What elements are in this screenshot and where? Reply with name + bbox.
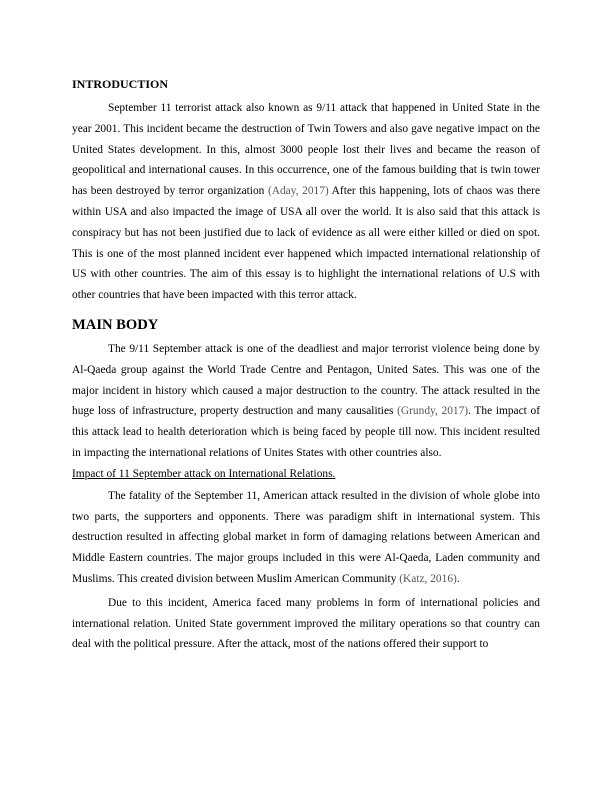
impact-text-part1: The fatality of the September 11, American attack resulted in the division of whole globe into two parts, the supporters and opponents. There was paradigm shift in international system. This destruction resulted in affecting global market in form of damaging relations between American and Middle Eastern countries. The major groups included in this were Al-Qaeda, Laden community and Muslims. This created division between Muslim American Community — [72, 489, 540, 585]
impact-text-part2: . — [456, 572, 460, 585]
citation-aday: (Aday, 2017) — [267, 185, 329, 198]
introduction-text-part2: After this happening, lots of chaos was there within USA and also impacted the image of USA all over the world. It is also said that this attack is conspiracy but has not been justified due to lack of evidence as all were either killed or died on spot. This is one of the most planned incident ever happened which impacted international relationship of US with other countries. The aim of this essay is to highlight the international relations of U.S with other countries that have been impacted with this terror attack. — [72, 185, 540, 302]
document-content — [72, 76, 540, 655]
citation-grundy: (Grundy, 2017) — [397, 405, 469, 418]
impact-paragraph-1 — [72, 486, 540, 590]
citation-katz: (Katz, 2016) — [399, 572, 457, 585]
introduction-heading: INTRODUCTION — [72, 77, 169, 91]
impact-paragraph-2: Due to this incident, America faced many problems in form of international policies and international relation. United State government improved the military operations so that country can deal with the political pressure. After the attack, most of the nations offered their support to — [72, 596, 540, 651]
introduction-paragraph — [72, 98, 540, 306]
main-body-paragraph — [72, 339, 540, 464]
main-body-text-part1: The 9/11 September attack is one of the deadliest and major terrorist violence being done by Al-Qaeda group against the World Trade Centre and Pentagon, United Sates. This was one of the major incident in history which caused a major destruction to the country. The attack resulted in the huge loss of infrastructure, property destruction and many causalities — [72, 342, 540, 418]
impact-subheading: Impact of 11 September attack on International Relations. — [72, 467, 336, 480]
introduction-text-part1: September 11 terrorist attack also known as 9/11 attack that happened in United State in the year 2001. This incident became the destruction of Twin Towers and also gave negative impact on the United States development. In this, almost 3000 people lost their lives and became the reason of geopolitical and international causes. In this occurrence, one of the famous building that is twin tower has been destroyed by terror organization — [72, 102, 540, 198]
main-body-heading: MAIN BODY — [72, 316, 159, 333]
main-body-text-part2: . The impact of this attack lead to health deterioration which is being faced by people till now. This incident resulted in impacting the international relations of Unites States with other countries also. — [72, 405, 540, 459]
